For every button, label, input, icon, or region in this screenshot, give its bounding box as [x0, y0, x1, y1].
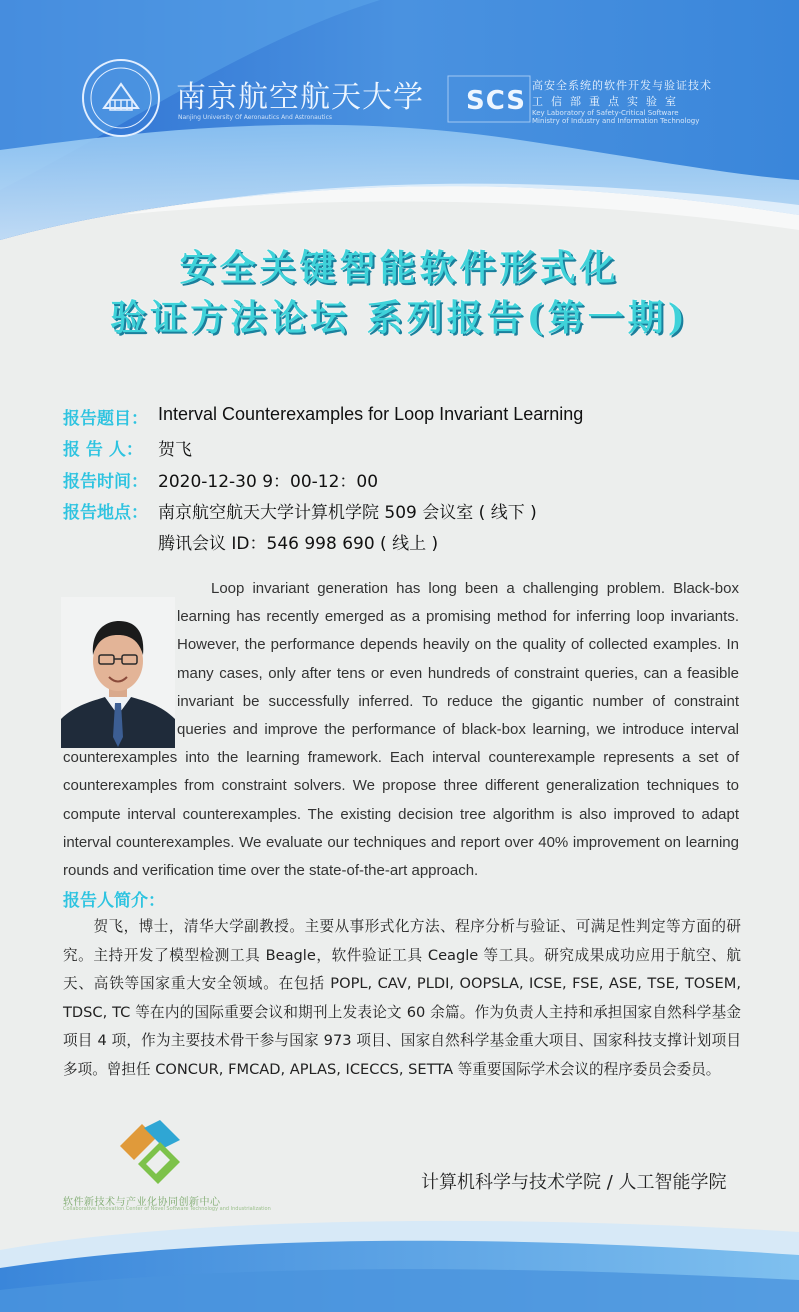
lab-name-en-line1: Key Laboratory of Safety-Critical Software: [532, 109, 679, 117]
university-name-cn: 南京航空航天大学: [176, 80, 424, 115]
info-value-time: 2020-12-30 9：00-12：00: [158, 472, 379, 492]
info-label-topic: 报告题目：: [63, 409, 148, 429]
info-value-location: 南京航空航天大学计算机学院 509 会议室 ( 线下 ): [158, 503, 537, 523]
info-value-speaker: 贺飞: [158, 440, 192, 460]
main-title-line1: 安全关键智能软件形式化: [179, 247, 620, 289]
lab-name-en-line2: Ministry of Industry and Information Technology: [532, 117, 700, 125]
university-name-en: Nanjing University Of Aeronautics And Astronautics: [178, 114, 333, 121]
lab-name-cn-line2: 工信部重点实验室: [532, 95, 684, 108]
abstract: [63, 575, 739, 885]
bio-text: 贺飞，博士，清华大学副教授。主要从事形式化方法、程序分析与验证、可满足性判定等方面的研究。主持开发了模型检测工具 Beagle，软件验证工具 Ceagle 等工具。研究成果成功应用于航空、航天、高铁等国家重大安全领域。在包括 POPL, CAV, PLDI, OOPSLA, ICSE, FSE, ASE, TSE, TOSEM, TDSC, TC 等在内的国际重要会议和期刊上发表论文 60 余篇。作为负责人主持和承担国家自然科学基金项目 4 项，作为主要技术骨干参与国家 973 项目、国家自然科学基金重大项目、国家科技支撑计划项目多项。曾担任 CONCUR, FMCAD, APLAS, ICECCS, SETTA 等重要国际学术会议的程序委员会委员。: [63, 918, 741, 1078]
info-label-speaker: 报 告 人：: [63, 440, 143, 460]
abstract-text: Loop invariant generation has long been a challenging problem. Black-box learning has recently emerged as a promising method for inferring loop invariants. However, the performance depends heavily on the quality of collected examples. In many cases, only after tens or even hundreds of constraint queries, can a feasible invariant be successfully inferred. To reduce the gigantic number of constraint queries and improve the performance of black-box learning, we introduce interval counterexamples into the learning framework. Each interval counterexample represents a set of counterexamples from constraint solvers. We propose three different generalization techniques to compute interval counterexamples. The existing decision tree algorithm is also improved to adapt interval counterexamples. We evaluate our techniques and report over 40% improvement on learning rounds and verification time over the state-of-the-art approach.: [63, 580, 739, 880]
photo-spacer: [63, 575, 177, 741]
info-label-location: 报告地点：: [63, 503, 148, 523]
innovation-center-name-en: Collaborative Innovation Center of Novel Software Technology and Industrialization: [63, 1206, 271, 1212]
bio: [63, 913, 741, 1085]
lab-name-cn-line1: 高安全系统的软件开发与验证技术: [532, 79, 712, 92]
info-value-topic: Interval Counterexamples for Loop Invariant Learning: [158, 404, 584, 424]
lab-logo-text: SCS: [466, 86, 527, 116]
info-label-time: 报告时间：: [63, 472, 148, 492]
department-name: 计算机科学与技术学院 / 人工智能学院: [421, 1172, 727, 1193]
main-title-line2: 验证方法论坛 系列报告(第一期): [110, 297, 689, 339]
info-value-online: 腾讯会议 ID：546 998 690 ( 线上 ): [158, 534, 439, 554]
bio-title: 报告人简介：: [63, 891, 165, 911]
innovation-center-name-cn: 软件新技术与产业化协同创新中心: [63, 1197, 221, 1208]
innovation-center-logo-icon: [120, 1120, 180, 1184]
